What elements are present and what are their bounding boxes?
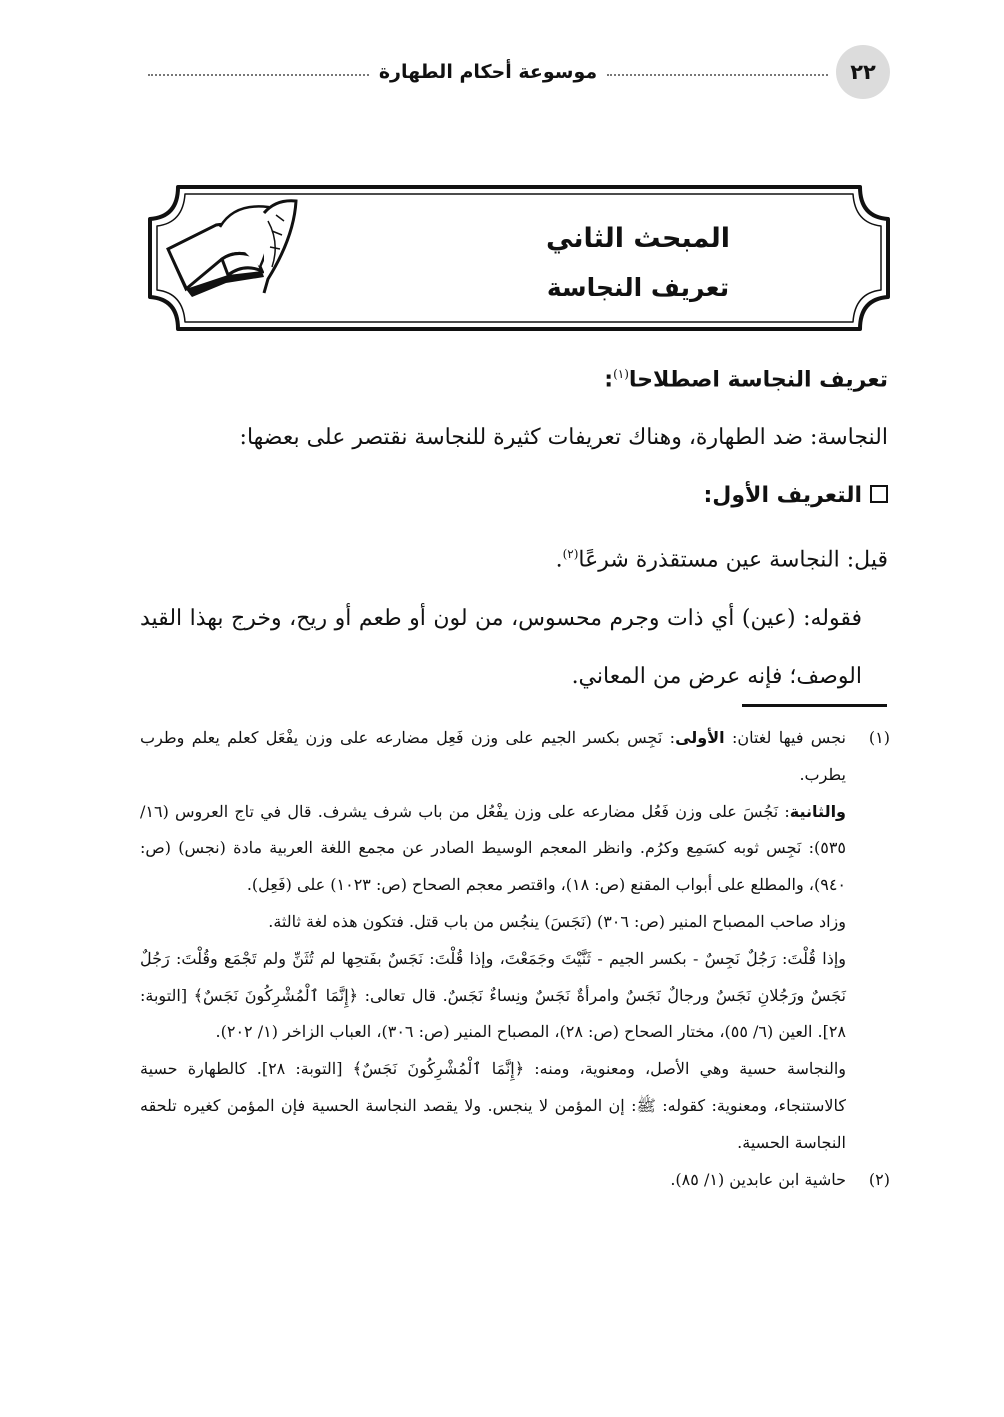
- paragraph-3: فقوله: (عين) أي ذات وجرم محسوس، من لون أو طعم أو ريح، وخرج بهذا القيد الوصف؛ فإنه عرض من المعاني.: [140, 605, 862, 689]
- header-leader-left: [148, 74, 369, 76]
- paragraph-2-text: قيل: النجاسة عين مستقذرة شرعًا: [578, 547, 888, 573]
- section-heading-colon: :: [604, 367, 614, 393]
- footnote-2-number: (٢): [868, 1169, 890, 1189]
- footnotes: [140, 720, 890, 1198]
- footnote-1-lead-bold: الأولى: [675, 728, 725, 747]
- footnote-1-para-2-text: : نَجُسَ على وزن فَعُل مضارعه على وزن يفْعُل من باب شرف يشرف. قال في تاج العروس (١٦/ ٥٣٥): نَجِس ثوبه كسَمِع وكرُم. وانظر المعجم الوسيط الصادر عن مجمع اللغة العربية مادة (نجس) (ص: ٩٤٠)، والمطلع على أبواب المقنع (ص: ١٨)، واقتصر معجم الصحاح (ص: ١٠٢٣) على (فَعِل).: [140, 801, 846, 895]
- paragraph-1: النجاسة: ضد الطهارة، وهناك تعريفات كثيرة للنجاسة نقتصر على بعضها:: [239, 425, 888, 451]
- footnote-ref-2: (٢): [562, 547, 579, 562]
- subheading-text: التعريف الأول:: [703, 483, 862, 509]
- footnote-1-para-1: [140, 720, 846, 794]
- footnote-1-para-2: [140, 794, 846, 904]
- chapter-subtitle: تعريف النجاسة: [546, 273, 730, 302]
- footnote-separator: [742, 704, 887, 707]
- footnote-1-para-1-text: : نَجِس بكسر الجيم على وزن فَعِل مضارعه على وزن يفْعَل كعلم يعلم وطرب يطرب.: [140, 728, 846, 784]
- footnote-2: [140, 1162, 890, 1199]
- footnote-1: [140, 720, 890, 1162]
- page-number: ٢٢: [836, 45, 890, 99]
- book-and-quill-icon: [164, 197, 304, 307]
- subheading: [140, 467, 888, 525]
- footnote-1-body: [140, 720, 846, 1162]
- paragraph-2: [140, 525, 888, 589]
- footnote-1-second-bold: والثانية: [789, 801, 846, 821]
- footnote-1-number: (١): [868, 728, 890, 747]
- footnote-1-lead: نجس فيها لغتان:: [724, 728, 846, 747]
- running-header: [148, 58, 828, 86]
- chapter-title: المبحث الثاني: [546, 223, 730, 254]
- footnote-2-text: حاشية ابن عابدين (١/ ٨٥).: [670, 1169, 846, 1189]
- paragraph-2-end: .: [555, 547, 563, 573]
- footnote-1-para-3: وزاد صاحب المصباح المنير (ص: ٣٠٦) (نَجَسَ) ينجُس من باب قتل. فتكون هذه لغة ثالثة.: [268, 911, 846, 931]
- body-text: [140, 345, 888, 706]
- section-heading: [140, 345, 888, 409]
- footnote-1-para-4: وإذا قُلْتَ: رَجُلٌ نَجِسٌ - بكسر الجيم - ثَنَّيْتَ وجَمَعْتَ، وإذا قُلْتَ: نَجَسٌ بفَتحِها لم تُثَنِّ ولم تَجْمَع وقُلْتَ: رَجُلٌ نَجَسٌ ورَجُلانِ نَجَسٌ ورجالٌ نَجَسٌ وامرأةٌ نَجَسٌ ونِساءٌ نَجَسٌ. قال تعالى: ﴿إِنَّمَا ٱلْمُشْرِكُونَ نَجَسٌ﴾ [التوبة: ٢٨]. العين (٦/ ٥٥)، مختار الصحاح (ص: ٢٨)، المصباح المنير (ص: ٣٠٦)، العباب الزاخر (١/ ٢٠٢).: [140, 948, 846, 1042]
- footnote-ref-1: (١): [613, 367, 629, 381]
- chapter-heading: [428, 215, 848, 313]
- chapter-title-frame: [148, 185, 890, 331]
- footnote-1-para-5: والنجاسة حسية وهي الأصل، ومعنوية، ومنه: ﴿إِنَّمَا ٱلْمُشْرِكُونَ نَجَسٌ﴾ [التوبة: ٢٨]. كالطهارة حسية كالاستنجاء، ومعنوية: كقوله: ﷺ: إن المؤمن لا ينجس. ولا يقصد النجاسة الحسية فإن المؤمن كغيره تلحقه النجاسة الحسية.: [140, 1059, 847, 1152]
- checkbox-icon: [870, 485, 888, 503]
- section-heading-text: تعريف النجاسة اصطلاحا: [628, 367, 888, 393]
- header-leader-right: [607, 74, 828, 76]
- footnote-2-body: [140, 1162, 846, 1199]
- book-title: موسوعة أحكام الطهارة: [378, 61, 598, 83]
